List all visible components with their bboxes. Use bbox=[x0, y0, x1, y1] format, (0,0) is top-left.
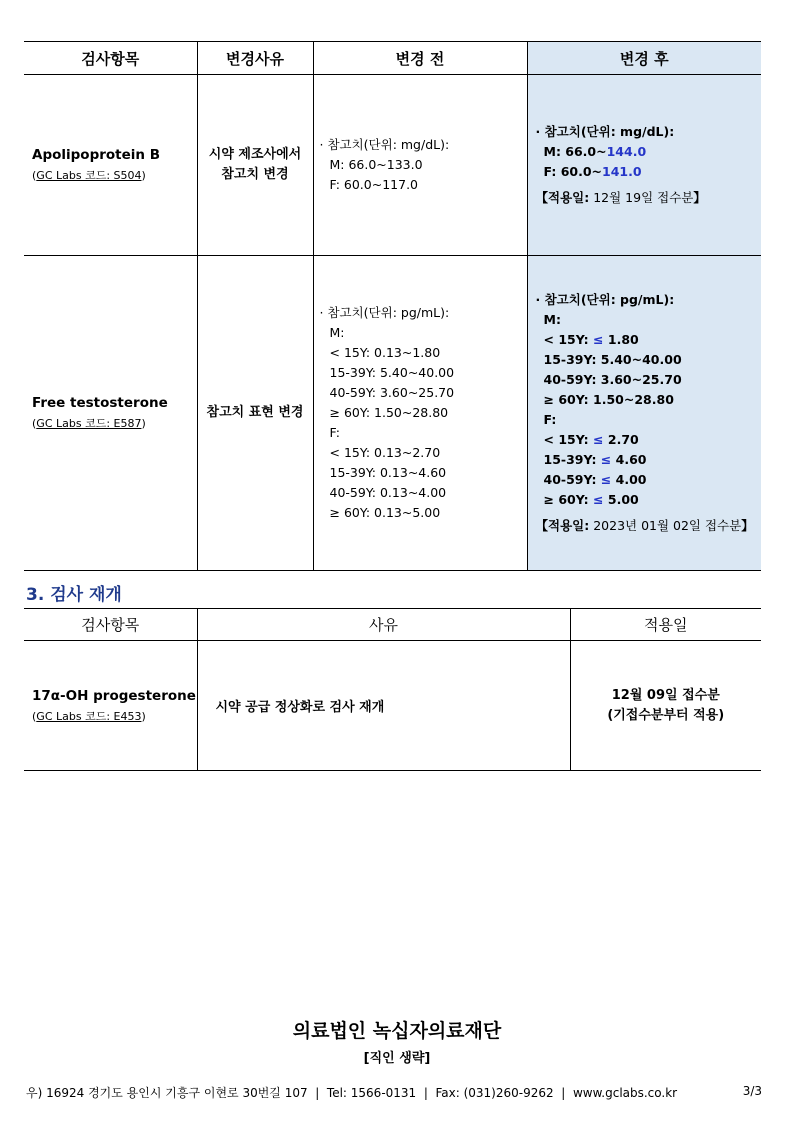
item-name: 17α-OH progesterone bbox=[32, 687, 196, 704]
date-line: 12월 09일 접수분 bbox=[611, 687, 720, 703]
after-line: 40-59Y: 3.60~25.70 bbox=[543, 372, 682, 387]
after-line: ≥ 60Y: 1.50~28.80 bbox=[543, 392, 674, 407]
table-row bbox=[24, 256, 761, 571]
after-line: F: bbox=[543, 412, 557, 427]
resume-table bbox=[24, 608, 761, 771]
reason-line: 참고치 표현 변경 bbox=[206, 405, 304, 420]
item-code: (GC Labs 코드: S504) bbox=[32, 169, 146, 182]
item-name: Apolipoprotein B bbox=[32, 147, 161, 163]
item-code: (GC Labs 코드: E587) bbox=[32, 417, 146, 430]
reason-cell bbox=[197, 75, 313, 256]
after-cell bbox=[527, 256, 761, 571]
after-line: 15-39Y: ≤ 4.60 bbox=[543, 452, 647, 467]
page-number: 3/3 bbox=[742, 1084, 762, 1098]
before-line: < 15Y: 0.13~1.80 bbox=[329, 345, 441, 360]
before-cell bbox=[313, 75, 527, 256]
after-line: F: 60.0~141.0 bbox=[543, 164, 642, 179]
seal-note: [직인 생략] bbox=[363, 1051, 431, 1066]
after-line: M: 66.0~144.0 bbox=[543, 144, 647, 159]
after-line: 15-39Y: 5.40~40.00 bbox=[543, 352, 682, 367]
organization-name: 의료법인 녹십자의료재단 bbox=[292, 1020, 502, 1042]
before-line: < 15Y: 0.13~2.70 bbox=[329, 445, 441, 460]
before-line: M: 66.0~133.0 bbox=[329, 157, 423, 172]
date-note: (기접수분부터 적용) bbox=[607, 707, 725, 723]
footer-contact: 우) 16924 경기도 용인시 기흥구 이현로 30번길 107 | Tel: 1566-0131 | Fax: (031)260-9262 | www.gclabs.co.kr bbox=[26, 1086, 678, 1100]
after-line: 40-59Y: ≤ 4.00 bbox=[543, 472, 647, 487]
before-line: ≥ 60Y: 1.50~28.80 bbox=[329, 405, 449, 420]
item-cell bbox=[24, 75, 197, 256]
header-after: 변경 후 bbox=[527, 42, 761, 75]
before-line: F: 60.0~117.0 bbox=[329, 177, 418, 192]
header-reason: 사유 bbox=[197, 609, 570, 641]
reason-line: 시약 제조사에서 bbox=[208, 147, 302, 162]
before-line: 40-59Y: 3.60~25.70 bbox=[329, 385, 455, 400]
before-line: 40-59Y: 0.13~4.00 bbox=[329, 485, 447, 500]
before-line: F: bbox=[329, 425, 340, 440]
before-line: · 참고치(단위: pg/mL): bbox=[319, 305, 450, 320]
footer bbox=[26, 1084, 766, 1101]
before-cell bbox=[313, 256, 527, 571]
header-date: 적용일 bbox=[570, 609, 761, 641]
item-cell bbox=[24, 256, 197, 571]
apply-date: 【적용일: 2023년 01월 02일 접수분】 bbox=[535, 518, 754, 533]
after-line: M: bbox=[543, 312, 561, 327]
before-line: 15-39Y: 0.13~4.60 bbox=[329, 465, 447, 480]
after-line: ≥ 60Y: ≤ 5.00 bbox=[543, 492, 639, 507]
after-title: · 참고치(단위: mg/dL): bbox=[535, 124, 675, 139]
item-cell bbox=[24, 641, 197, 771]
before-line: · 참고치(단위: mg/dL): bbox=[319, 137, 450, 152]
after-line: < 15Y: ≤ 1.80 bbox=[543, 332, 639, 347]
reason-cell bbox=[197, 256, 313, 571]
table-row bbox=[24, 641, 761, 771]
header-item: 검사항목 bbox=[24, 42, 197, 75]
before-line: ≥ 60Y: 0.13~5.00 bbox=[329, 505, 441, 520]
reason-cell: 시약 공급 정상화로 검사 재개 bbox=[197, 641, 570, 771]
after-line: < 15Y: ≤ 2.70 bbox=[543, 432, 639, 447]
changes-table bbox=[24, 41, 761, 571]
before-line: M: bbox=[329, 325, 345, 340]
after-title: · 참고치(단위: pg/mL): bbox=[535, 292, 675, 307]
apply-date: 【적용일: 12월 19일 접수분】 bbox=[535, 190, 706, 205]
header-before: 변경 전 bbox=[313, 42, 527, 75]
header-reason: 변경사유 bbox=[197, 42, 313, 75]
changes-table-header bbox=[24, 42, 761, 75]
table-row bbox=[24, 75, 761, 256]
section-title: 3. 검사 재개 bbox=[26, 585, 122, 605]
after-cell bbox=[527, 75, 761, 256]
date-cell bbox=[570, 641, 761, 771]
item-name: Free testosterone bbox=[32, 395, 168, 411]
resume-table-header bbox=[24, 609, 761, 641]
header-item: 검사항목 bbox=[24, 609, 197, 641]
item-code: (GC Labs 코드: E453) bbox=[32, 709, 146, 723]
before-line: 15-39Y: 5.40~40.00 bbox=[329, 365, 455, 380]
reason-line: 참고치 변경 bbox=[221, 167, 289, 182]
